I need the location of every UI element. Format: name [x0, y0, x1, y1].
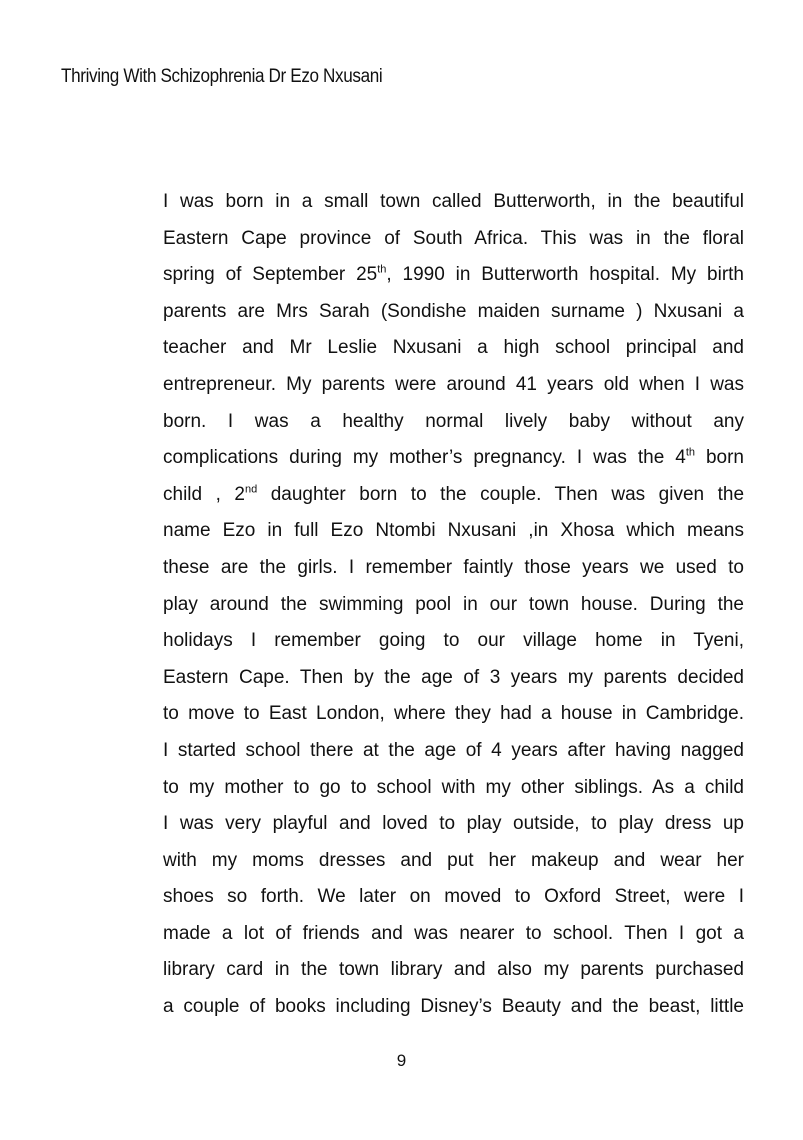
text-line: made a lot of friends and was nearer to school. Then I got a: [163, 922, 744, 944]
text-line: play around the swimming pool in our town house. During the: [163, 593, 744, 615]
body-text: [163, 184, 744, 1026]
text-line: [163, 440, 744, 477]
text-segment: daughter born to the couple. Then was given the: [257, 483, 745, 505]
text-line: name Ezo in full Ezo Ntombi Nxusani ,in Xhosa which means: [163, 520, 744, 542]
text-line: I started school there at the age of 4 years after having nagged: [163, 739, 744, 761]
text-line: these are the girls. I remember faintly those years we used to: [163, 556, 744, 578]
text-segment: spring of September 25: [163, 264, 378, 286]
text-segment: born: [695, 447, 744, 469]
text-line: [163, 477, 744, 514]
text-line: teacher and Mr Leslie Nxusani a high school principal and: [163, 337, 744, 359]
text-line: entrepreneur. My parents were around 41 years old when I was: [163, 373, 744, 395]
superscript: th: [377, 263, 387, 276]
text-line: [163, 257, 744, 294]
text-line: a couple of books including Disney’s Beauty and the beast, little: [163, 996, 744, 1018]
text-line: holidays I remember going to our village home in Tyeni,: [163, 630, 744, 652]
text-line: Eastern Cape. Then by the age of 3 years my parents decided: [163, 666, 744, 688]
text-segment: complications during my mother’s pregnancy. I was the 4: [163, 447, 686, 469]
text-segment: , 1990 in Butterworth hospital. My birth: [386, 264, 744, 286]
page-number: 9: [396, 1051, 407, 1070]
text-line: shoes so forth. We later on moved to Oxford Street, were I: [163, 886, 744, 908]
text-segment: child , 2: [163, 483, 245, 505]
text-line: Eastern Cape province of South Africa. This was in the floral: [163, 227, 744, 249]
text-line: with my moms dresses and put her makeup and wear her: [163, 849, 744, 871]
text-line: parents are Mrs Sarah (Sondishe maiden surname ) Nxusani a: [163, 300, 744, 322]
running-header: Thriving With Schizophrenia Dr Ezo Nxusani: [61, 66, 383, 87]
text-line: to my mother to go to school with my other siblings. As a child: [163, 776, 744, 798]
text-line: I was born in a small town called Butterworth, in the beautiful: [163, 191, 744, 212]
text-line: I was very playful and loved to play outside, to play dress up: [163, 813, 744, 835]
superscript: nd: [244, 483, 258, 496]
text-line: to move to East London, where they had a house in Cambridge.: [163, 703, 744, 725]
text-line: born. I was a healthy normal lively baby without any: [163, 410, 744, 432]
superscript: th: [685, 446, 695, 459]
text-line: library card in the town library and also my parents purchased: [163, 959, 744, 981]
